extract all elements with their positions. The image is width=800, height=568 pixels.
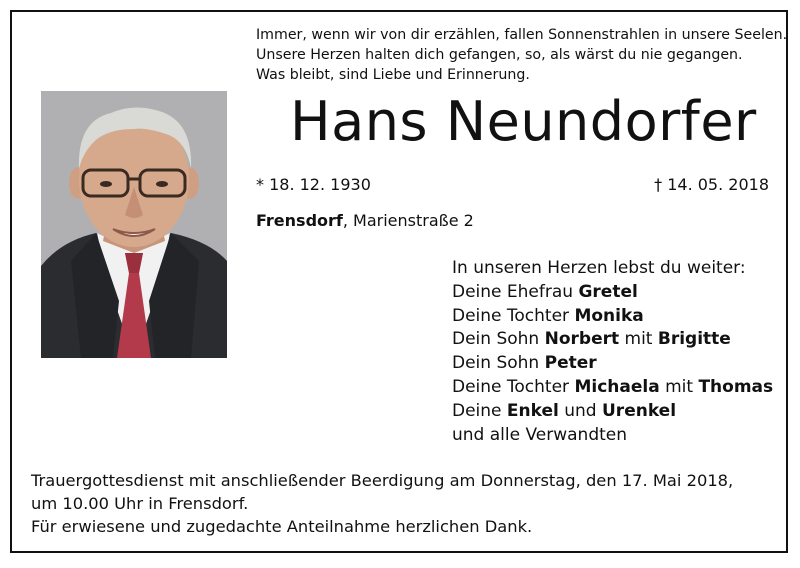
address-street: , Marienstraße 2 — [342, 211, 474, 230]
mourner-name: Urenkel — [602, 400, 677, 421]
mourners-closing: und alle Verwandten — [452, 424, 628, 445]
mourner-name: Enkel — [506, 400, 559, 421]
connector-text: mit — [659, 376, 699, 397]
birth-date: * 18. 12. 1930 — [256, 175, 371, 194]
list-item — [452, 352, 773, 376]
mourner-name: Monika — [574, 305, 644, 326]
connector-text: und — [558, 400, 602, 421]
address — [256, 211, 474, 231]
portrait-photo-icon — [41, 91, 227, 358]
mourner-name: Peter — [544, 353, 597, 374]
death-date: † 14. 05. 2018 — [654, 175, 769, 194]
list-item — [452, 328, 773, 352]
relation-label: Dein Sohn — [452, 353, 545, 374]
address-town: Frensdorf — [256, 211, 343, 230]
mourners-intro: In unseren Herzen lebst du weiter: — [452, 258, 746, 278]
list-item — [452, 376, 773, 400]
relation-label: Deine Ehefrau — [452, 281, 579, 302]
funeral-service-info — [31, 469, 776, 538]
thanks-line: Für erwiesene und zugedachte Anteilnahme herzlichen Dank. — [31, 517, 533, 536]
poem-line: Was bleibt, sind Liebe und Erinnerung. — [256, 67, 530, 83]
relation-label: Deine — [452, 400, 507, 421]
relation-label: Deine Tochter — [452, 305, 575, 326]
mourner-name: Michaela — [574, 376, 660, 397]
mourner-name: Brigitte — [657, 329, 731, 350]
deceased-name: Hans Neundorfer — [290, 90, 757, 153]
mourner-name: Norbert — [544, 329, 620, 350]
service-line: um 10.00 Uhr in Frensdorf. — [31, 494, 249, 513]
mourner-name: Gretel — [578, 281, 638, 302]
mourner-name: Thomas — [698, 376, 774, 397]
mourners-list — [452, 257, 773, 447]
connector-text: mit — [619, 329, 658, 350]
memorial-poem — [256, 25, 787, 85]
service-line: Trauergottesdienst mit anschließender Beerdigung am Donnerstag, den 17. Mai 2018, — [31, 471, 734, 490]
portrait-photo — [41, 91, 227, 358]
poem-line: Immer, wenn wir von dir erzählen, fallen Sonnenstrahlen in unsere Seelen. — [256, 27, 788, 43]
poem-line: Unsere Herzen halten dich gefangen, so, als wärst du nie gegangen. — [256, 47, 743, 63]
relation-label: Deine Tochter — [452, 376, 575, 397]
relation-label: Dein Sohn — [452, 329, 545, 350]
list-item — [452, 400, 773, 424]
list-item — [452, 281, 773, 305]
list-item — [452, 305, 773, 329]
